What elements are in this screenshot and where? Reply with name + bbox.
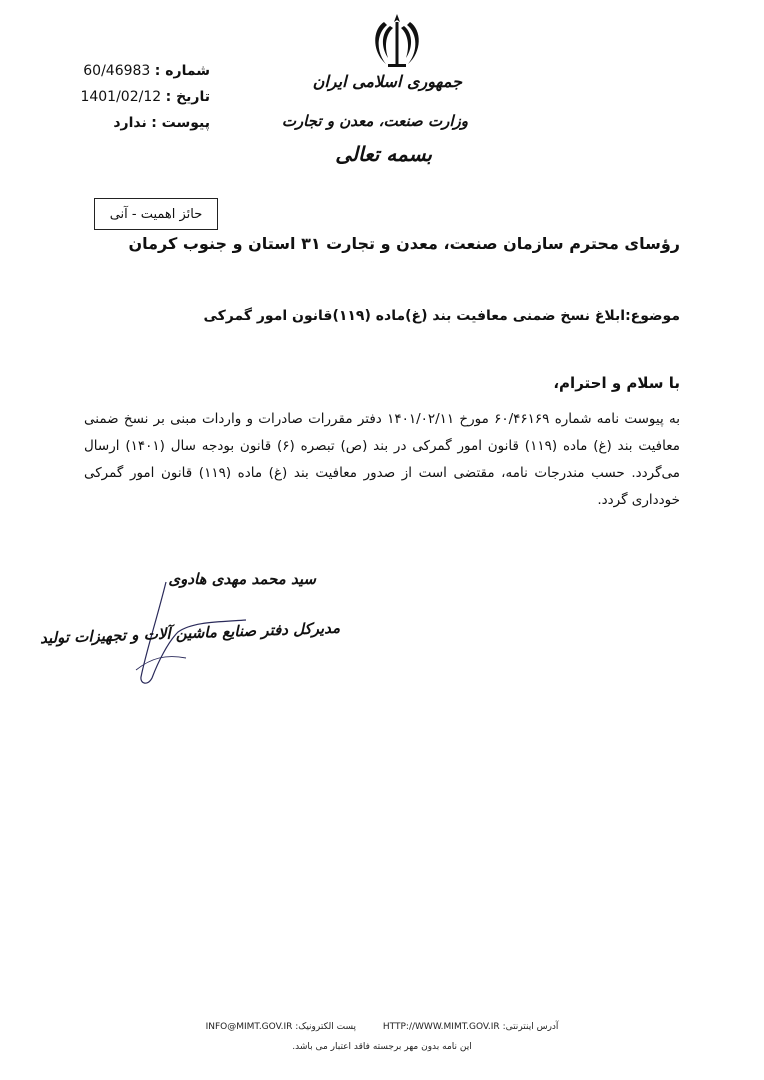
footer-email — [206, 1022, 356, 1032]
meta-number-row — [60, 58, 210, 84]
importance-box: حائز اهمیت - آنی — [94, 198, 218, 230]
signature-name: سید محمد مهدی هادوی — [168, 570, 316, 588]
footer-contacts — [0, 1022, 764, 1032]
attachment-label: پیوست : — [151, 115, 210, 131]
date-label: تاریخ : — [165, 89, 210, 105]
attachment-value: ندارد — [113, 115, 147, 131]
footer-email-value: INFO@MIMT.GOV.IR — [205, 1022, 293, 1032]
footer-email-label: پست الکترونیک: — [295, 1022, 357, 1032]
date-value: 1401/02/12 — [80, 89, 162, 105]
footer-note: این نامه بدون مهر برجسته فاقد اعتبار می باشد. — [292, 1042, 472, 1052]
ministry-title: وزارت صنعت، معدن و تجارت — [281, 112, 468, 130]
greeting: با سلام و احترام، — [553, 374, 680, 392]
signature-title: مدیرکل دفتر صنایع ماشین آلات و تجهیزات تولید — [39, 618, 341, 648]
body-paragraph: به پیوست نامه شماره ۶۰/۴۶۱۶۹ مورخ ۱۴۰۱/۰۲/۱۱ دفتر مقررات صادرات و واردات مبنی بر نسخ ضمنی معافیت بند (غ) ماده (۱۱۹) قانون امور گمرکی در بند (ص) تبصره (۶) قانون بودجه سال (۱۴۰۱) ارسال می‌گردد. حسب مندرجات نامه، مقتضی است از صدور معافیت بند (غ) ماده (۱۱۹) قانون امور گمرکی خودداری گردد. — [84, 411, 680, 508]
number-label: شماره : — [154, 63, 210, 79]
iran-emblem-icon — [366, 10, 428, 72]
bismillah: بسمه تعالی — [335, 142, 432, 166]
meta-attachment-row — [60, 110, 210, 136]
signature — [39, 562, 346, 692]
meta-date-row — [60, 84, 210, 110]
number-value: 60/46983 — [83, 63, 151, 79]
republic-title: جمهوری اسلامی ایران — [312, 72, 462, 91]
footer-website — [383, 1022, 559, 1032]
footer-website-label: آدرس اینترنتی: — [502, 1022, 559, 1032]
footer-website-value: HTTP://WWW.MIMT.GOV.IR — [382, 1022, 500, 1032]
letter-meta — [60, 58, 210, 136]
subject: موضوع:ابلاغ نسخ ضمنی معافیت بند (غ)ماده (۱۱۹)قانون امور گمرکی — [203, 308, 680, 324]
recipient: رؤسای محترم سازمان صنعت، معدن و تجارت ۳۱ استان و جنوب کرمان — [128, 234, 680, 253]
